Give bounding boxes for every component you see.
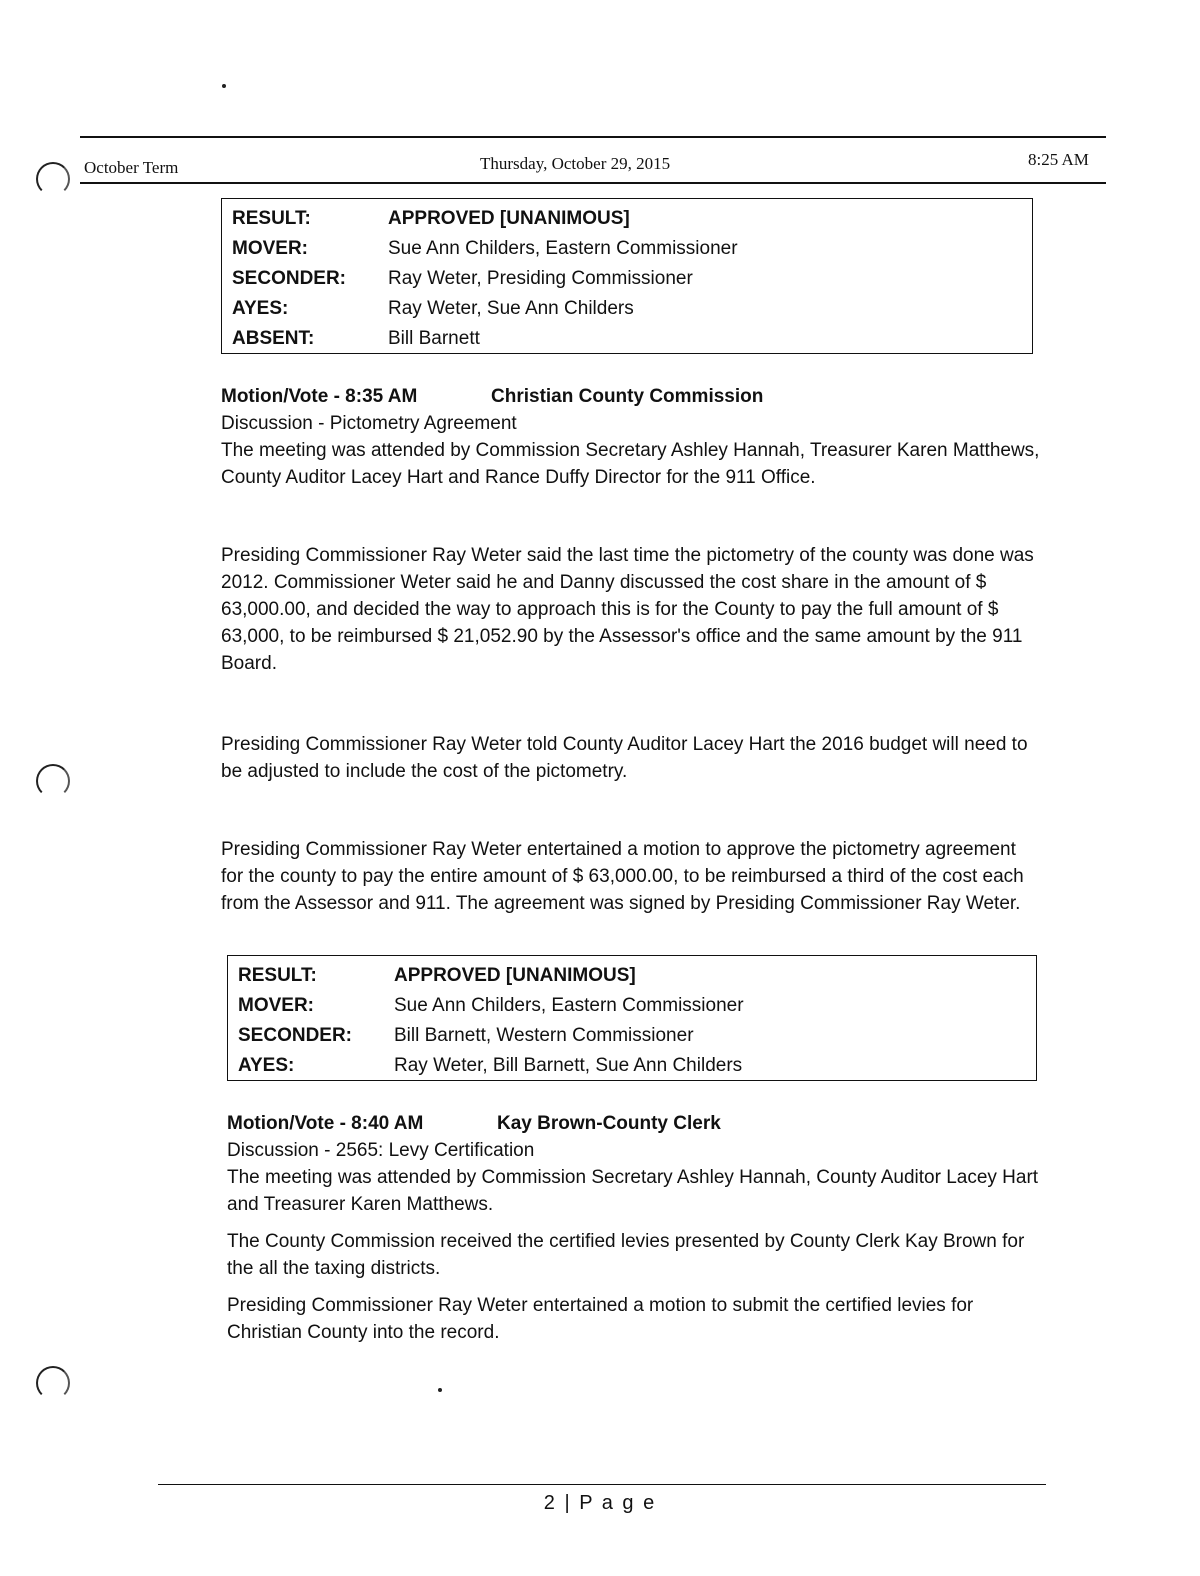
punch-hole-top — [36, 162, 70, 196]
vote-label: SECONDER: — [232, 268, 347, 289]
motion-section-2 — [227, 1110, 1047, 1346]
vote-value: APPROVED [UNANIMOUS] — [394, 965, 636, 986]
minutes-paragraph: Presiding Commissioner Ray Weter said the last time the pictometry of the county was done was 2012. Commissioner Weter said he and Danny discussed the cost share in the amount of $ 63,000.00, and decided the way to approach this is for the County to pay the full amount of $ 63,000, to be reimbursed $ 21,052.90 by the Assessor's office and the same amount by the 911 Board. — [221, 545, 1034, 674]
header-rule-bottom — [80, 182, 1106, 184]
minutes-paragraph: The County Commission received the certified levies presented by County Clerk Kay Brown for the all the taxing districts. — [227, 1231, 1025, 1279]
vote-row-seconder — [232, 264, 1032, 294]
header-date: Thursday, October 29, 2015 — [480, 154, 671, 173]
vote-row-result — [238, 961, 1036, 991]
vote-label: MOVER: — [238, 995, 314, 1016]
vote-value: Ray Weter, Bill Barnett, Sue Ann Childers — [394, 1055, 743, 1076]
discussion-title: Discussion - Pictometry Agreement — [221, 413, 517, 434]
header-time: 8:25 AM — [1028, 150, 1089, 169]
motion-body: Kay Brown-County Clerk — [497, 1113, 721, 1134]
vote-row-mover — [238, 991, 1036, 1021]
vote-label: AYES: — [238, 1055, 295, 1076]
page-number: 2 | P a g e — [543, 1492, 657, 1514]
punch-hole-bottom — [36, 1366, 70, 1400]
vote-label: SECONDER: — [238, 1025, 353, 1046]
motion-section-1 — [221, 383, 1041, 491]
vote-value: APPROVED [UNANIMOUS] — [388, 208, 630, 229]
vote-label: MOVER: — [232, 238, 308, 259]
footer-rule — [158, 1484, 1046, 1485]
vote-row-ayes — [238, 1051, 1036, 1081]
vote-result-box-1 — [221, 198, 1033, 354]
scan-speck — [438, 1388, 442, 1392]
scan-speck — [222, 84, 226, 88]
vote-row-ayes — [232, 294, 1032, 324]
punch-hole-middle — [36, 764, 70, 798]
header-term: October Term — [84, 158, 179, 177]
discussion-title: Discussion - 2565: Levy Certification — [227, 1140, 535, 1161]
vote-row-seconder — [238, 1021, 1036, 1051]
minutes-paragraph: Presiding Commissioner Ray Weter told County Auditor Lacey Hart the 2016 budget will need to be adjusted to include the cost of the pictometry. — [221, 734, 1028, 782]
motion-heading — [221, 383, 1041, 410]
vote-label: ABSENT: — [232, 328, 315, 349]
vote-value: Ray Weter, Presiding Commissioner — [388, 268, 693, 289]
vote-row-absent — [232, 324, 1032, 354]
vote-value: Ray Weter, Sue Ann Childers — [388, 298, 634, 319]
vote-value: Bill Barnett, Western Commissioner — [394, 1025, 694, 1046]
vote-value: Sue Ann Childers, Eastern Commissioner — [394, 995, 744, 1016]
vote-value: Sue Ann Childers, Eastern Commissioner — [388, 238, 738, 259]
header-rule-top — [80, 136, 1106, 138]
minutes-paragraph: Presiding Commissioner Ray Weter entertained a motion to approve the pictometry agreement for the county to pay the entire amount of $ 63,000.00, to be reimbursed a third of the cost each from the Assessor and 911. The agreement was signed by Presiding Commissioner Ray Weter. — [221, 839, 1024, 914]
attendance-paragraph: The meeting was attended by Commission Secretary Ashley Hannah, Treasurer Karen Matthews, County Auditor Lacey Hart and Rance Duffy Director for the 911 Office. — [221, 440, 1040, 488]
motion-heading — [227, 1110, 1047, 1137]
attendance-paragraph: The meeting was attended by Commission Secretary Ashley Hannah, County Auditor Lacey Hart and Treasurer Karen Matthews. — [227, 1167, 1039, 1215]
vote-row-mover — [232, 234, 1032, 264]
vote-label: RESULT: — [238, 965, 317, 986]
motion-time: Motion/Vote - 8:35 AM — [221, 386, 418, 407]
minutes-paragraph: Presiding Commissioner Ray Weter entertained a motion to submit the certified levies for Christian County into the record. — [227, 1295, 974, 1343]
vote-value: Bill Barnett — [388, 328, 480, 349]
vote-result-box-2 — [227, 955, 1037, 1081]
motion-body: Christian County Commission — [491, 386, 764, 407]
vote-row-result — [232, 204, 1032, 234]
vote-label: AYES: — [232, 298, 289, 319]
vote-label: RESULT: — [232, 208, 311, 229]
motion-time: Motion/Vote - 8:40 AM — [227, 1113, 424, 1134]
